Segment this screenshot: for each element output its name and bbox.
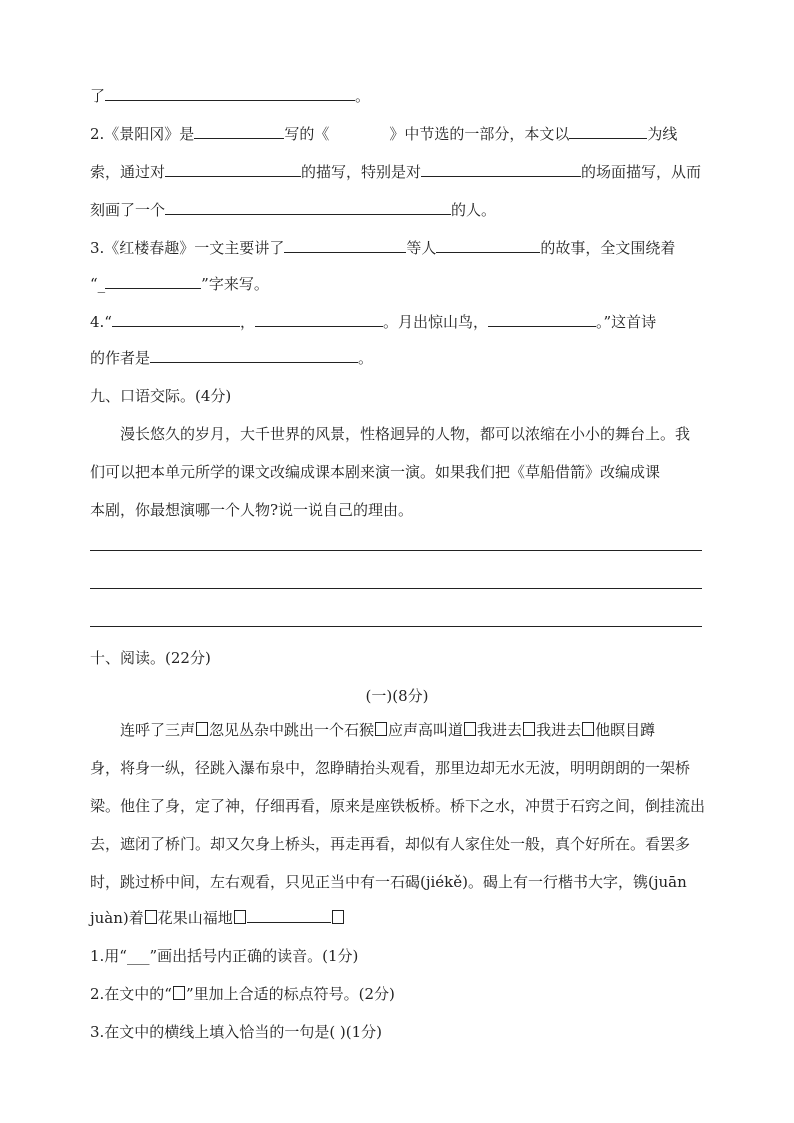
reading-question-3: 3.在文中的横线上填入恰当的一句是( )(1分) <box>90 1023 383 1041</box>
punctuation-box[interactable] <box>464 722 476 736</box>
punctuation-box[interactable] <box>523 722 535 736</box>
blank[interactable] <box>436 238 540 253</box>
answer-rule-3[interactable] <box>90 626 702 627</box>
blank[interactable] <box>569 124 647 139</box>
punctuation-box[interactable] <box>145 910 157 924</box>
section-9-paragraph-line-2: 们可以把本单元所学的课文改编成课本剧来演一演。如果我们把《草船借箭》改编成课 <box>90 463 661 481</box>
blank[interactable] <box>488 312 596 327</box>
blank[interactable] <box>194 124 284 139</box>
blank[interactable] <box>255 312 383 327</box>
answer-line-continued: 了 。 <box>90 87 371 105</box>
section-9-paragraph-line-1: 漫长悠久的岁月，大千世界的风景，性格迥异的人物，都可以浓缩在小小的舞台上。我 <box>120 425 691 443</box>
answer-rule-2[interactable] <box>90 588 702 589</box>
question-2-line-1: 2.《景阳冈》是 写的《 》中节选的一部分，本文以 为线 <box>90 125 678 143</box>
reading-line-2: 身，将身一纵，径跳入瀑布泉中，忽睁睛抬头观看，那里边却无水无波，明明朗朗的一架桥 <box>90 759 691 777</box>
question-3-line-1: 3.《红楼春趣》一文主要讲了 等人 的故事，全文围绕着 <box>90 239 676 257</box>
punctuation-box[interactable] <box>196 722 208 736</box>
punctuation-box[interactable] <box>582 722 594 736</box>
reading-line-6: juàn)着 花果山福地 <box>90 908 345 928</box>
reading-line-1: 连呼了三声 忽见丛杂中跳出一个石猴 应声高叫道 我进去 我进去 他瞑目蹲 <box>120 721 656 739</box>
punctuation-box[interactable] <box>234 910 246 924</box>
reading-line-5: 时，跳过桥中间，左右观看，只见正当中有一石碣(jiékě)。碣上有一行楷书大字，镌(juān <box>90 873 687 891</box>
section-10-title: 十、阅读。(22分) <box>90 649 211 667</box>
blank[interactable] <box>150 348 358 363</box>
blank[interactable] <box>284 238 406 253</box>
question-4-line-1: 4.“ ， 。月出惊山鸟， 。”这首诗 <box>90 313 657 331</box>
reading-line-3: 梁。他住了身，定了神，仔细再看，原来是座铁板桥。桥下之水，冲贯于石窍之间，倒挂流出 <box>90 797 706 815</box>
reading-question-1: 1.用“___”画出括号内正确的读音。(1分) <box>90 947 359 965</box>
blank[interactable] <box>105 274 201 289</box>
punctuation-box[interactable] <box>332 910 344 924</box>
section-9-title: 九、口语交际。(4分) <box>90 387 232 405</box>
punctuation-box <box>173 986 185 1000</box>
subsection-title: (一)(8分) <box>365 687 429 705</box>
blank[interactable] <box>247 908 331 923</box>
blank[interactable] <box>165 200 451 215</box>
answer-rule-1[interactable] <box>90 550 702 551</box>
blank[interactable] <box>105 86 355 101</box>
question-3-line-2: “_ ”字来写。 <box>90 275 269 293</box>
section-9-paragraph-line-3: 本剧，你最想演哪一个人物?说一说自己的理由。 <box>90 501 414 519</box>
punctuation-box[interactable] <box>375 722 387 736</box>
question-2-line-3: 刻画了一个 的人。 <box>90 201 497 219</box>
reading-line-4: 去，遮闭了桥门。却又欠身上桥头，再走再看，却似有人家住处一般，真个好所在。看罢多 <box>90 835 691 853</box>
blank[interactable] <box>112 312 240 327</box>
blank[interactable] <box>421 162 581 177</box>
question-4-line-2: 的作者是 。 <box>90 349 374 367</box>
blank[interactable] <box>165 162 301 177</box>
question-2-line-2: 索，通过对 的描写，特别是对 的场面描写，从而 <box>90 163 702 181</box>
reading-question-2: 2.在文中的“ ”里加上合适的标点符号。(2分) <box>90 985 395 1003</box>
